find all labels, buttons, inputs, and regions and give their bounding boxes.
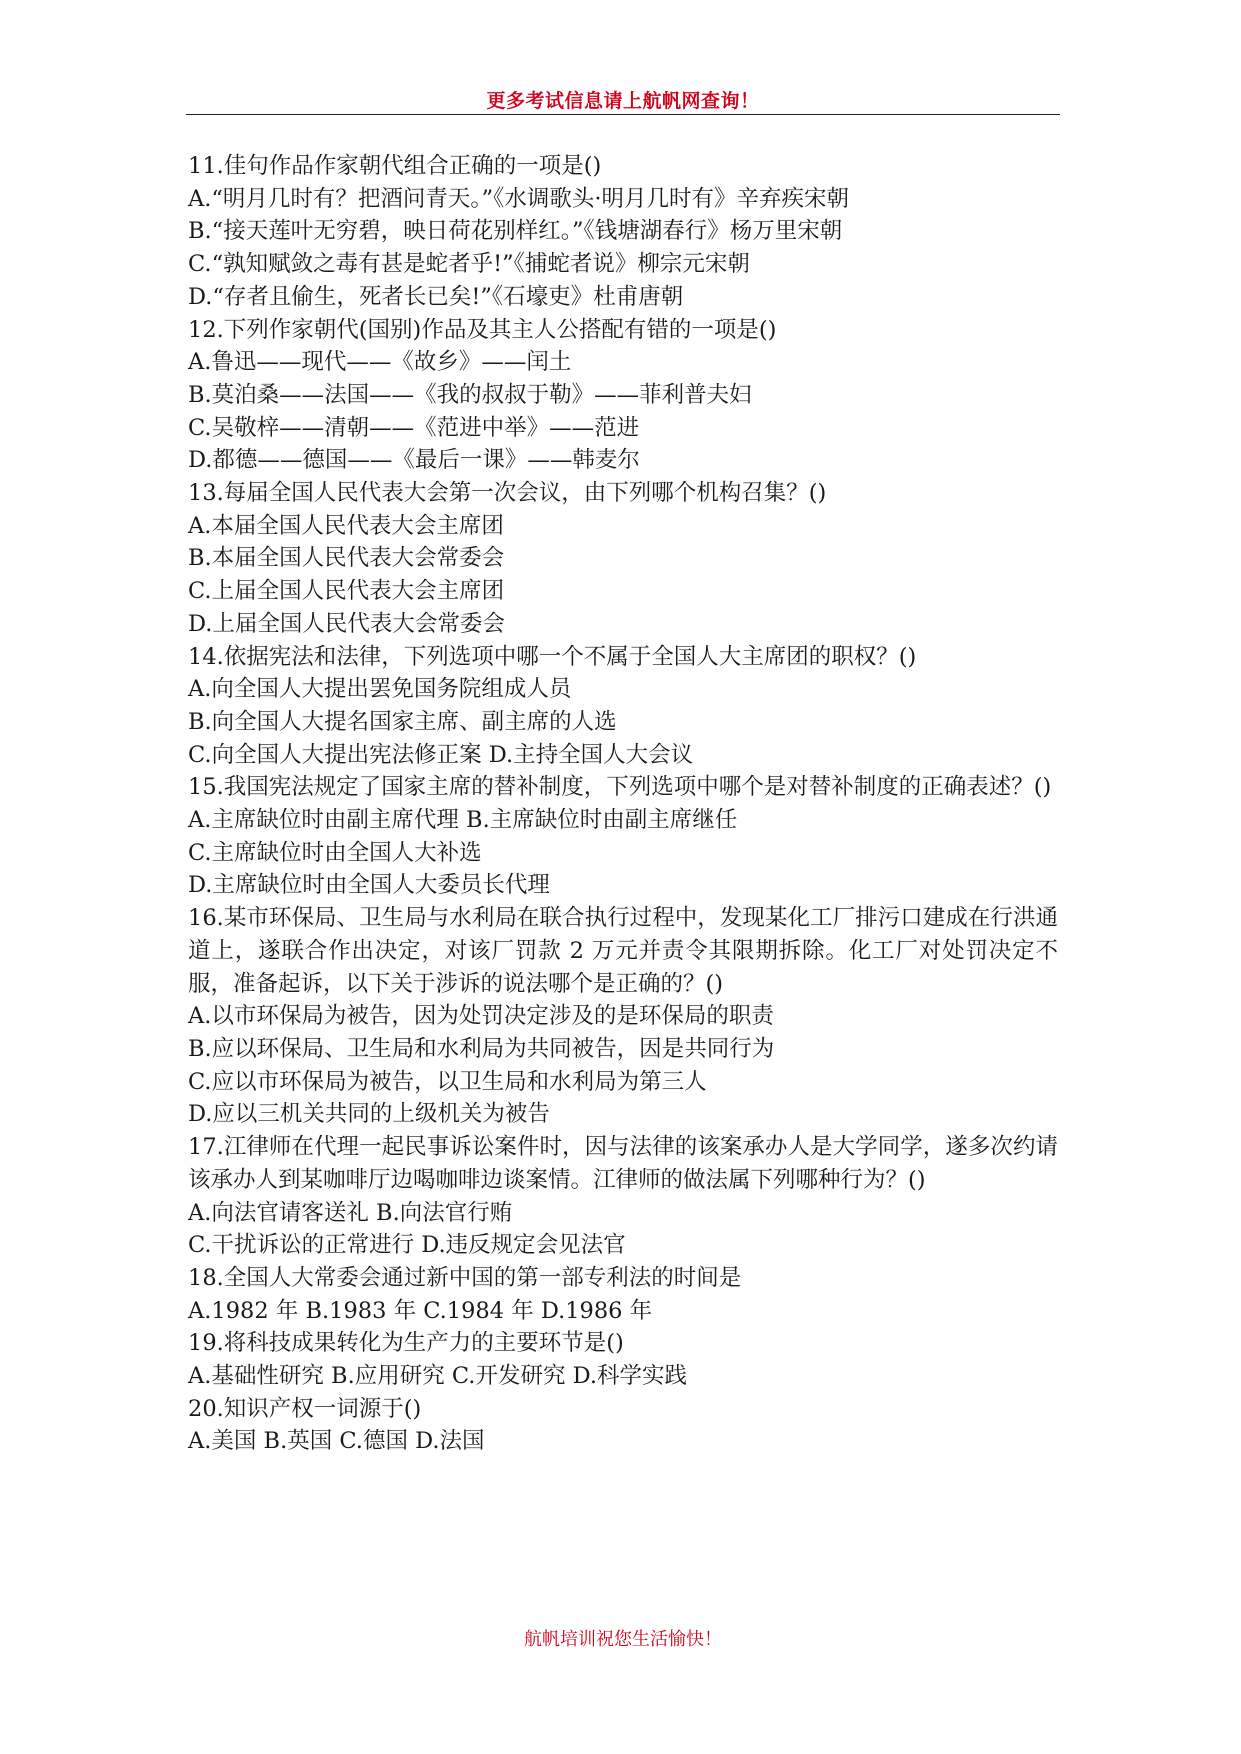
text-line: D.应以三机关共同的上级机关为被告 bbox=[188, 1101, 550, 1128]
text-line: C.上届全国人民代表大会主席团 bbox=[188, 578, 505, 605]
text-line: A.向法官请客送礼 B.向法官行贿 bbox=[188, 1199, 513, 1226]
text-line: D.主席缺位时由全国人大委员长代理 bbox=[188, 872, 550, 899]
text-line: B.向全国人大提名国家主席、副主席的人选 bbox=[188, 708, 617, 735]
text-line: C.“孰知赋敛之毒有甚是蛇者乎!”《捕蛇者说》柳宗元宋朝 bbox=[188, 251, 750, 278]
text-line: C.主席缺位时由全国人大补选 bbox=[188, 839, 482, 866]
text-line: 12.下列作家朝代(国别)作品及其主人公搭配有错的一项是() bbox=[188, 316, 777, 343]
text-line: 20.知识产权一词源于() bbox=[188, 1395, 422, 1422]
text-line: B.本届全国人民代表大会常委会 bbox=[188, 545, 505, 572]
text-line: B.应以环保局、卫生局和水利局为共同被告，因是共同行为 bbox=[188, 1035, 775, 1062]
text-line: 18.全国人大常委会通过新中国的第一部专利法的时间是 bbox=[188, 1264, 742, 1291]
text-line: B.莫泊桑——法国——《我的叔叔于勒》——菲利普夫妇 bbox=[188, 381, 752, 408]
text-line: C.应以市环保局为被告，以卫生局和水利局为第三人 bbox=[188, 1068, 707, 1095]
text-line: D.上届全国人民代表大会常委会 bbox=[188, 610, 505, 637]
text-line: 14.依据宪法和法律，下列选项中哪一个不属于全国人大主席团的职权？() bbox=[188, 643, 917, 670]
text-line: A.美国 B.英国 C.德国 D.法国 bbox=[188, 1428, 485, 1455]
text-line: 15.我国宪法规定了国家主席的替补制度，下列选项中哪个是对替补制度的正确表述？() bbox=[188, 774, 1052, 801]
text-line: 11.佳句作品作家朝代组合正确的一项是() bbox=[188, 153, 602, 179]
text-line: A.1982 年 B.1983 年 C.1984 年 D.1986 年 bbox=[188, 1297, 653, 1324]
text-line: C.向全国人大提出宪法修正案 D.主持全国人大会议 bbox=[188, 741, 694, 768]
text-line: A.基础性研究 B.应用研究 C.开发研究 D.科学实践 bbox=[188, 1363, 687, 1390]
header-divider bbox=[186, 114, 1060, 115]
text-line: A.主席缺位时由副主席代理 B.主席缺位时由副主席继任 bbox=[188, 807, 738, 834]
text-line: B.“接天莲叶无穷碧，映日荷花别样红。”《钱塘湖春行》杨万里宋朝 bbox=[188, 218, 843, 245]
text-line: A.鲁迅——现代——《故乡》——闰土 bbox=[188, 349, 572, 376]
text-line: A.“明月几时有？把酒问青天。”《水调歌头·明月几时有》辛弃疾宋朝 bbox=[188, 185, 850, 212]
text-line: C.干扰诉讼的正常进行 D.违反规定会见法官 bbox=[188, 1232, 626, 1259]
text-line: 19.将科技成果转化为生产力的主要环节是() bbox=[188, 1330, 624, 1357]
text-line: C.吴敬梓——清朝——《范进中举》——范进 bbox=[188, 414, 640, 441]
text-line: D.“存者且偷生，死者长已矣!”《石壕吏》杜甫唐朝 bbox=[188, 283, 684, 310]
page-header: 更多考试信息请上航帆网查询！ bbox=[486, 90, 760, 112]
text-line: 16.某市环保局、卫生局与水利局在联合执行过程中，发现某化工厂排污口建成在行洪通道上，遂联合作出决定，对该厂罚款 2 万元并责令其限期拆除。化工厂对处罚决定不服，准备起诉，以下关于涉诉的说法哪个是正确的？() bbox=[188, 905, 1058, 997]
text-line: D.都德——德国——《最后一课》——韩麦尔 bbox=[188, 447, 640, 474]
text-line: 17.江律师在代理一起民事诉讼案件时，因与法律的该案承办人是大学同学，遂多次约请该承办人到某咖啡厅边喝咖啡边谈案情。江律师的做法属下列哪种行为？() bbox=[188, 1134, 1058, 1193]
document-body bbox=[188, 150, 1058, 1458]
text-line: A.以市环保局为被告，因为处罚决定涉及的是环保局的职责 bbox=[188, 1003, 774, 1030]
text-line: A.向全国人大提出罢免国务院组成人员 bbox=[188, 676, 572, 703]
text-line: A.本届全国人民代表大会主席团 bbox=[188, 512, 504, 539]
text-line: 13.每届全国人民代表大会第一次会议，由下列哪个机构召集？() bbox=[188, 480, 827, 507]
page-footer: 航帆培训祝您生活愉快！ bbox=[524, 1629, 722, 1650]
